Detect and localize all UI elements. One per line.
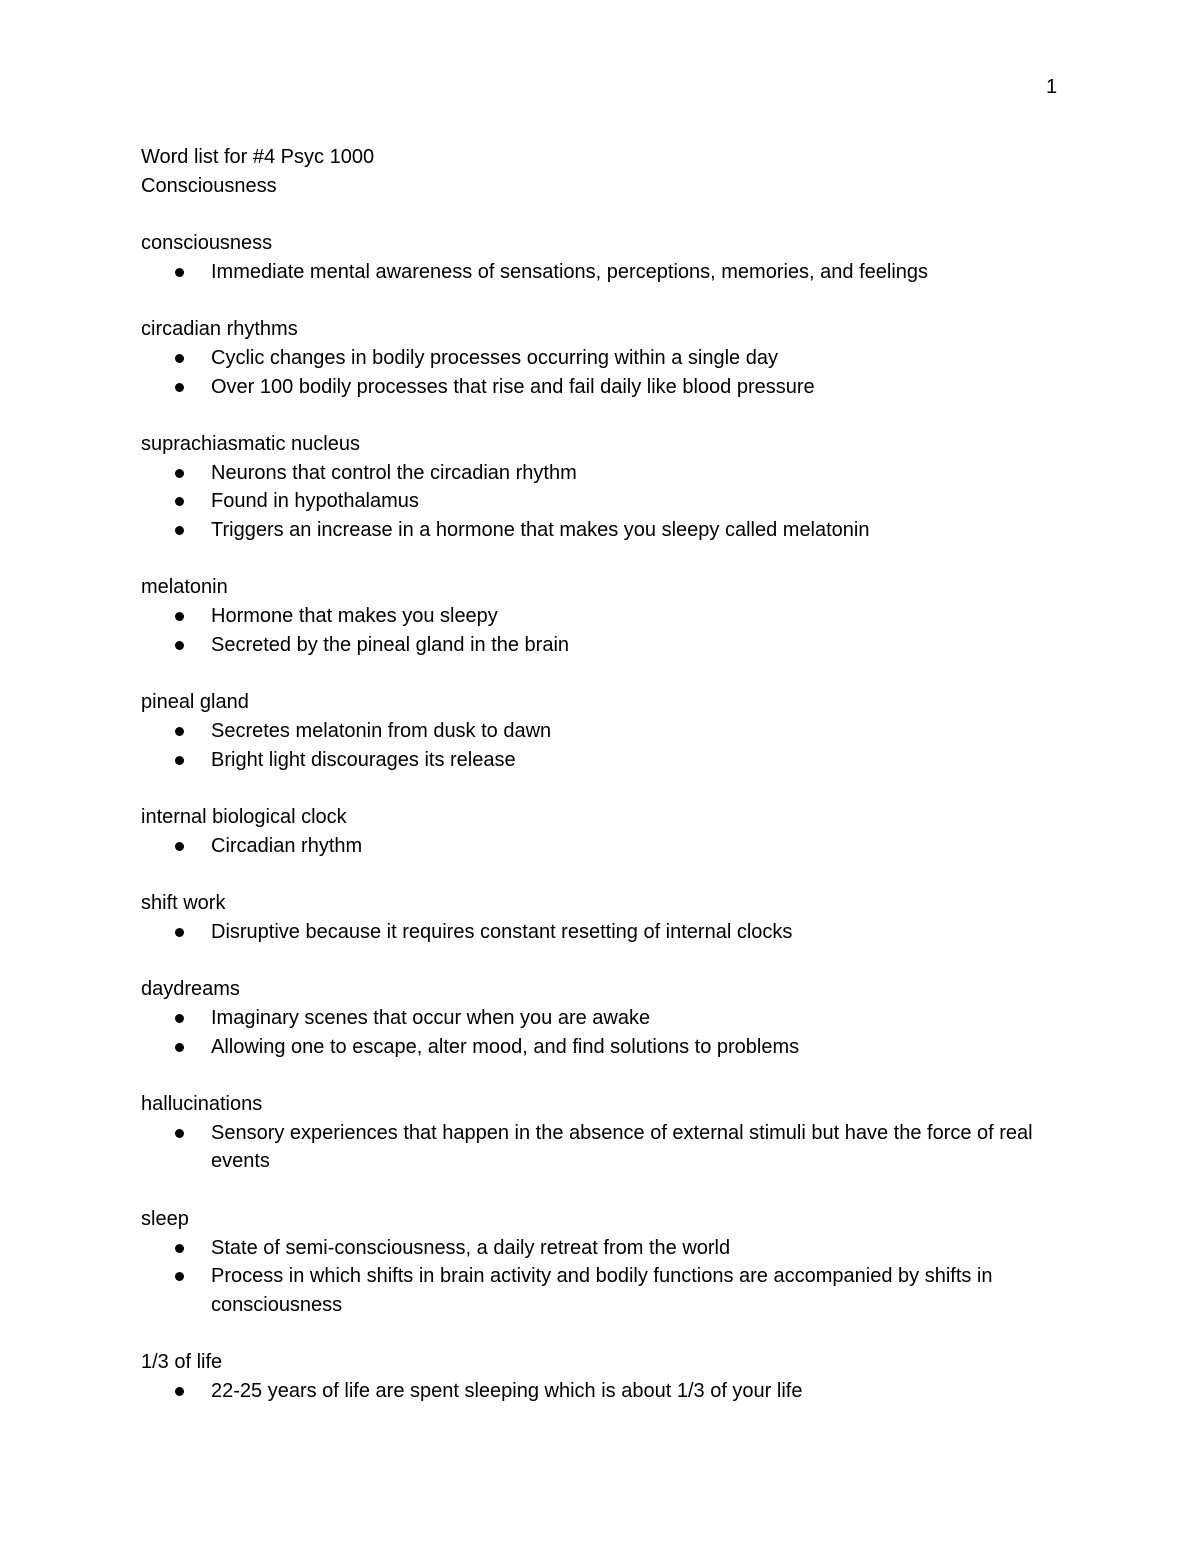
term: sleep — [141, 1207, 189, 1230]
definition-item — [141, 832, 1066, 861]
bullet-icon — [175, 497, 184, 506]
entry-suprachiasmatic-nucleus — [141, 430, 1066, 545]
bullet-icon — [175, 641, 184, 650]
definition-list — [141, 832, 1066, 861]
definition-item — [141, 373, 1066, 402]
term: melatonin — [141, 576, 228, 599]
entry-circadian-rhythms — [141, 315, 1066, 401]
definition-item — [141, 918, 1066, 947]
entry-pineal-gland — [141, 688, 1066, 774]
definition-text: Bright light discourages its release — [211, 748, 516, 771]
bullet-icon — [175, 928, 184, 937]
definition-text: Disruptive because it requires constant resetting of internal clocks — [211, 920, 793, 943]
definition-item — [141, 1004, 1066, 1033]
bullet-icon — [175, 1014, 184, 1023]
bullet-icon — [175, 1043, 184, 1052]
definition-text: 22-25 years of life are spent sleeping which is about 1/3 of your life — [211, 1380, 803, 1403]
definition-list — [141, 918, 1066, 947]
definition-item — [141, 1234, 1066, 1263]
bullet-icon — [175, 756, 184, 765]
document-title: Word list for #4 Psyc 1000 — [141, 146, 375, 168]
entry-sleep — [141, 1205, 1066, 1320]
definition-text: Cyclic changes in bodily processes occurring within a single day — [211, 346, 778, 369]
entry-melatonin — [141, 573, 1066, 659]
bullet-icon — [175, 1272, 184, 1281]
definition-text: Triggers an increase in a hormone that makes you sleepy called melatonin — [211, 519, 870, 542]
bullet-icon — [175, 1129, 184, 1138]
document-body — [141, 143, 1066, 1406]
definition-list — [141, 602, 1066, 659]
bullet-icon — [175, 1244, 184, 1253]
entry-one-third-of-life — [141, 1348, 1066, 1405]
definition-text: Circadian rhythm — [211, 834, 363, 857]
definition-text: Found in hypothalamus — [211, 490, 419, 513]
definition-item — [141, 516, 1066, 545]
term: hallucinations — [141, 1093, 263, 1116]
definition-list — [141, 1377, 1066, 1406]
entry-daydreams — [141, 975, 1066, 1061]
definition-item — [141, 602, 1066, 631]
definition-list — [141, 1004, 1066, 1061]
definition-text: Secreted by the pineal gland in the brain — [211, 633, 570, 656]
entry-shift-work — [141, 889, 1066, 946]
page-number: 1 — [1046, 76, 1058, 98]
definition-item — [141, 1033, 1066, 1062]
definition-item — [141, 487, 1066, 516]
definition-item — [141, 1377, 1066, 1406]
bullet-icon — [175, 268, 184, 277]
bullet-icon — [175, 727, 184, 736]
definition-item — [141, 1262, 1066, 1319]
bullet-icon — [175, 354, 184, 363]
definition-text: State of semi-consciousness, a daily retreat from the world — [211, 1236, 731, 1259]
definition-text: Imaginary scenes that occur when you are awake — [211, 1006, 651, 1029]
document-subtitle: Consciousness — [141, 174, 277, 197]
definition-item — [141, 344, 1066, 373]
bullet-icon — [175, 469, 184, 478]
term: circadian rhythms — [141, 318, 298, 341]
definition-list — [141, 344, 1066, 401]
definition-text: Hormone that makes you sleepy — [211, 605, 498, 628]
entry-internal-biological-clock — [141, 803, 1066, 860]
bullet-icon — [175, 1387, 184, 1396]
definition-item — [141, 631, 1066, 660]
term: suprachiasmatic nucleus — [141, 432, 360, 455]
entry-consciousness — [141, 229, 1066, 286]
definition-text: Immediate mental awareness of sensations, perceptions, memories, and feelings — [211, 260, 929, 283]
definition-item — [141, 258, 1066, 287]
definition-item — [141, 459, 1066, 488]
definition-item — [141, 1119, 1066, 1176]
bullet-icon — [175, 842, 184, 851]
term: daydreams — [141, 978, 240, 1001]
term: 1/3 of life — [141, 1351, 223, 1374]
definition-text: Secretes melatonin from dusk to dawn — [211, 719, 552, 742]
definition-text: Over 100 bodily processes that rise and fail daily like blood pressure — [211, 375, 815, 398]
definition-list — [141, 1234, 1066, 1320]
term: internal biological clock — [141, 806, 347, 829]
term: consciousness — [141, 232, 273, 255]
definition-text: Allowing one to escape, alter mood, and find solutions to problems — [211, 1035, 800, 1058]
term: shift work — [141, 892, 226, 915]
bullet-icon — [175, 526, 184, 535]
definition-item — [141, 746, 1066, 775]
entry-hallucinations — [141, 1090, 1066, 1176]
bullet-icon — [175, 612, 184, 621]
definition-text: Process in which shifts in brain activity and bodily functions are accompanied by shifts in consciousness — [211, 1265, 993, 1316]
definition-text: Sensory experiences that happen in the absence of external stimuli but have the force of real events — [211, 1121, 1033, 1173]
definition-item — [141, 717, 1066, 746]
definition-text: Neurons that control the circadian rhythm — [211, 461, 577, 484]
definition-list — [141, 717, 1066, 774]
definition-list — [141, 258, 1066, 287]
term: pineal gland — [141, 691, 249, 714]
bullet-icon — [175, 383, 184, 392]
definition-list — [141, 459, 1066, 545]
definition-list — [141, 1119, 1066, 1176]
